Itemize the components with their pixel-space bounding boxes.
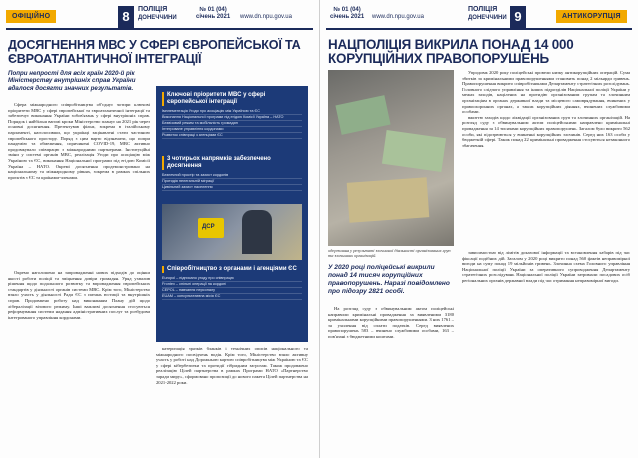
issue-number: № 01 (04): [333, 7, 361, 13]
banknotes-stack: [335, 95, 390, 135]
infobox-section-agencies: [162, 266, 302, 300]
photo-caption: ДСР: [202, 224, 215, 230]
list-item: EUAM – консультативна місія ЄС: [162, 294, 302, 300]
column-1-text: Упродовж 2020 року поліцейські провели низку антикорупційних операцій. Сума збитків за кримінальними правопорушеннями становить понад 2 мільярди гривень. Правопорушення викрито співробітниками Департаменту стратегічних розслідувань. Головного слідчого управління та інших підрозділів Національної поліції України у межах заходів, націлених на протидію організованим групам та злочинним організаціям в органах державної влади та місцевого самоврядування, вчинених у правоохоронних органах, а також корупційних діяннях, вчинених службовими особами.: [462, 70, 630, 115]
infobox-title-priorities: Ключові пріоритети МВС у сфері європейської інтеграції: [162, 92, 302, 106]
site-url: www.dn.npu.gov.ua: [240, 14, 292, 20]
article-column-3: [462, 250, 630, 450]
article-column-bottom: [328, 306, 454, 450]
infobox-list-achievements: [162, 173, 302, 191]
list-item: Імплементація Угоди про асоціацію між Україною та ЄС: [162, 109, 302, 115]
brand-logo: [138, 6, 177, 22]
article-headline: НАЦПОЛІЦІЯ ВИКРИЛА ПОНАД 14 000 КОРУПЦІЙНИХ ПРАВОПОРУШЕНЬ: [328, 37, 574, 66]
article-headline: ДОСЯГНЕННЯ МВС У СФЕРІ ЄВРОПЕЙСЬКОЇ ТА ЄВРОАТЛАНТИЧНОЇ ІНТЕГРАЦІЇ: [8, 38, 301, 66]
page-number: 8: [118, 6, 134, 28]
list-item: Frontex – спільні операції на кордоні: [162, 282, 302, 288]
brand-logo: [468, 6, 507, 22]
issue-info: [330, 7, 364, 21]
header-rule: [326, 28, 632, 30]
right-page: [319, 0, 638, 458]
infobox-section-priorities: [162, 92, 302, 139]
section-badge: АНТИКОРУПЦІЯ: [556, 10, 627, 23]
column-3-text: катеризація зразків бланків і технічних описів національного та міжнародного посвідчень водія. Крім того, Міністерство взяло активну участь у роботі над Дорожньою картою співробітництва між Україною та ЄС у сфері кібербезпеки та протидії гібридним загрозам. Також продовжено реалізацію Цілей партнерства в рамках Програми НАТО «Партнерство заради миру», сформовано пропозиції до нового пакета Цілей партнерства на 2021-2022 роки.: [156, 346, 308, 385]
article-lead: Попри непрості для всіх країн 2020-й рік Міністерству внутрішніх справ України вдалося досягти значних результатів.: [8, 70, 136, 92]
banknotes-stack: [347, 177, 430, 222]
infobox-section-achievements: [162, 156, 302, 191]
list-item: CEPOL – навчання персоналу: [162, 288, 302, 294]
list-item: Виконання Національної програми під егідою Комісії Україна – НАТО: [162, 115, 302, 121]
article-column-2: [8, 270, 150, 450]
officers-photo: [162, 204, 302, 260]
issue-info: [196, 7, 230, 21]
infobox-list-priorities: [162, 109, 302, 139]
list-item: Протидія нелегальній міграції: [162, 179, 302, 185]
article-column-3: [156, 346, 308, 450]
cash-evidence-photo: [328, 70, 454, 246]
issue-number: № 01 (04): [199, 7, 227, 13]
section-badge: ОФІЦІЙНО: [6, 10, 56, 23]
list-item: Інтегроване управління кордонами: [162, 127, 302, 133]
column-bottom-text: На розгляд суду з обвинувальним актом поліцейські направили кримінальні провадження за виявленими 3180 кримінальними корупційними правопорушеннями. З них 1761 – за ухилення від сплати податків. Серед виявлених правопорушень 583 – вчинено службовими особами, 163 – пов'язані з бюджетними коштами.: [328, 306, 454, 339]
list-item: Цивільний захист населення: [162, 185, 302, 191]
officer-figure: [242, 210, 272, 254]
column-3-text: зависимостью від лімітів доказової інформації та встановлення хабарів під час фіксації подібних дій. Загалом у 2020 році викрито понад 560 фактів неправомірної вигоди на суму понад 19 мільйонів гривень. Злочинна схема Головного управління Національної поліції України за оперативного супроводження Департаменту стратегічних розслідувань Національної поліції України затримали посадових осіб регіональних органів державної влади під час отримання неправомірної вигоди.: [462, 250, 630, 283]
list-item: Europol – підписано угоду про співпрацю: [162, 276, 302, 282]
page-number: 9: [510, 6, 526, 28]
brand-line2: ДОНЕЧЧИНИ: [468, 15, 507, 21]
header-rule: [6, 28, 313, 30]
list-item: Безпечний простір та захист кордонів: [162, 173, 302, 179]
infobox-title-agencies: Співробітництво з органами і агенціями ЄС: [162, 266, 302, 273]
brand-line2: ДОНЕЧЧИНИ: [138, 15, 177, 21]
list-item: Безвізовий режим та мобільність громадян: [162, 121, 302, 127]
photo-caption: одержання у результаті злочинної діяльності організованих груп та злочинних організацій.: [328, 248, 451, 259]
left-page-header: [0, 6, 319, 30]
right-page-header: [320, 6, 638, 30]
infobox-list-agencies: [162, 276, 302, 300]
list-item: Розвиток співпраці з агенціями ЄС: [162, 133, 302, 139]
issue-date: січень 2021: [196, 14, 231, 20]
highlight-callout: У 2020 році поліцейські викрили понад 14 тисяч корупційних правопорушень. Наразі повідомлено про підозру 2821 особі.: [328, 264, 450, 295]
column-2-text: вжиттю заходів щодо ліквідації організованих груп та злочинних організацій. На розгляд суду з обвинувальним актом поліцейськими направлено кримінальні провадження за 14 тисячами корупційних правопорушень. Загалом було викрито 562 особи, які підозрюються у вчиненні корупційних злочинів. Серед них 163 особи у бюджетній сфері. Також понад 22 кримінальні провадження стосуються незаконного збагачення.: [462, 114, 630, 148]
banknotes-stack: [382, 130, 446, 172]
site-url: www.dn.npu.gov.ua: [372, 14, 424, 20]
article-column-1: [8, 102, 150, 266]
brand-line1: ПОЛІЦІЯ: [468, 6, 498, 13]
column-1-text: Сфера міжнародного співробітництва об'єднує чотири ключові пріоритети МВС у сфері європейської та євроатлантичної інтеграції та забезпечує виконання України зобов'язань у сфері внутрішніх справ. Порядок і найбільш вагомі кроки Міністерство планує на 2021 рік через основні досягнення. Презентував фільм, зокрема в італійському парламенті, наголосивши, що українці зацікавлені стати частиною європейського простору. Поряд з цим варто відзначити, що попри пандемію та обмеження, спричинені COVID-19, МВС активно продовжувало співпрацю з міжнародними партнерами. Інституційні зміни у системі органів МВС, реалізація Угоди про асоціацію між Україною та ЄС, виконання Національної програми під егідою Комісії Україна – НАТО. Окремі досягнення продемонстровано на національному та міжнародному рівнях, зокрема в рамках спільних проєктів з ЄС та країнами-членами.: [8, 102, 150, 180]
priorities-infobox: [156, 86, 308, 342]
column-2-text: Окремо наголошено на запровадженні нових підходів до оцінки якості роботи поліції та зміцнення довіри громадян. Уряд ухвалив рішення щодо подальшого розвитку та впровадження європейських стандартів у діяльності органів системи МВС. Крім того, Міністерство взяло участь у діяльності Ради ЄС з питань юстиції та внутрішніх справ. Продовжено роботу над виконанням Плану дій щодо лібералізації візового режиму. Інші важливі досягнення стосуються реформування системи надання адміністративних послуг та розбудови інтегрованого управління кордонами.: [8, 270, 150, 320]
brand-line1: ПОЛІЦІЯ: [138, 6, 168, 13]
article-column-1: [462, 70, 630, 246]
issue-date: січень 2021: [330, 14, 365, 20]
infobox-title-achievements: 3 чотирьох напрямків забезпечено досягнення: [162, 156, 302, 170]
